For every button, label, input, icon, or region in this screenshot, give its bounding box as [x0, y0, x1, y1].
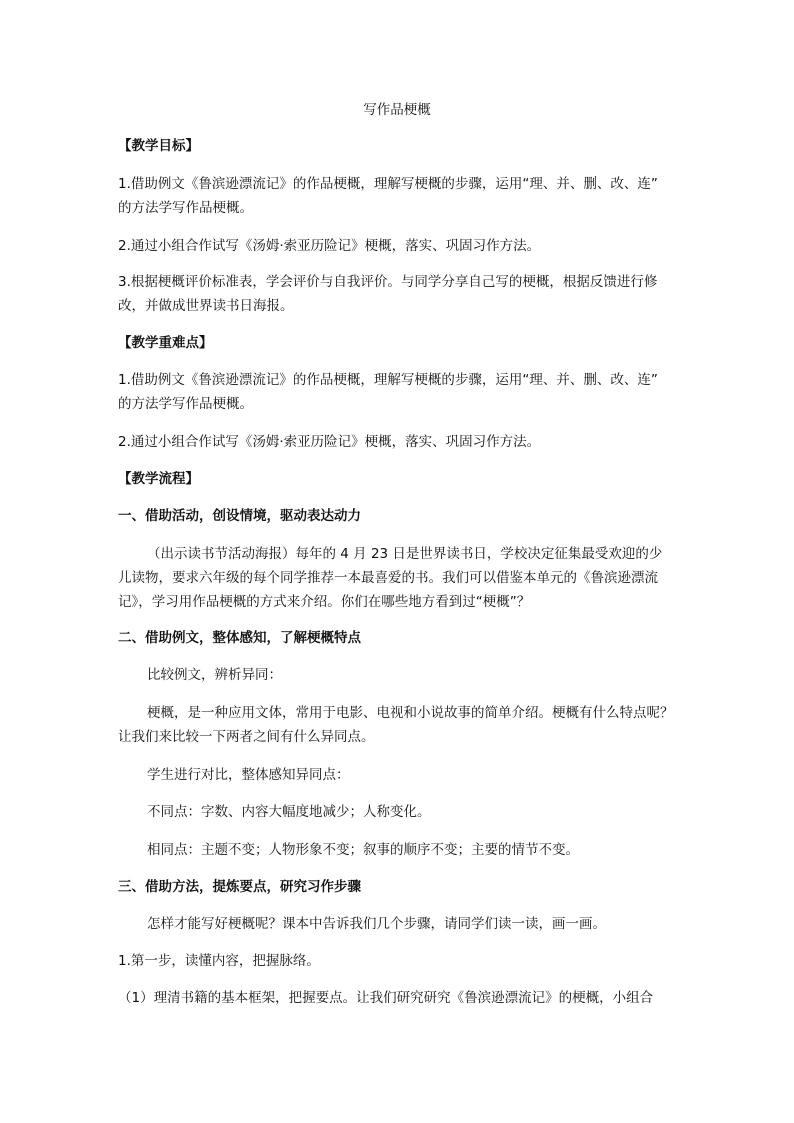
process-step-3-intro: 怎样才能写好梗概呢？课本中告诉我们几个步骤，请同学们读一读，画一画。	[147, 916, 606, 932]
objective-3-line-2: 改，并做成世界读书日海报。	[118, 298, 294, 314]
key-point-1-line-2: 的方法学写作品梗概。	[118, 396, 253, 412]
section-heading-key-points: 【教学重难点】	[118, 335, 213, 351]
objective-1-line-2: 的方法学写作品梗概。	[118, 200, 253, 216]
objective-3-line-1: 3.根据梗概评价标准表，学会评价与自我评价。与同学分享自己写的梗概，根据反馈进行修	[118, 274, 658, 290]
process-step-2-intro: 比较例文，辨析异同：	[147, 667, 282, 683]
process-step-2-heading: 二、借助例文，整体感知，了解梗概特点	[118, 630, 361, 646]
process-step-3-substep-1: 1.第一步，读懂内容，把握脉络。	[118, 953, 320, 969]
process-step-2-similarities: 相同点：主题不变；人物形象不变；叙事的顺序不变；主要的情节不变。	[147, 842, 579, 858]
process-step-3-heading: 三、借助方法，提炼要点，研究习作步骤	[118, 879, 361, 895]
objective-2: 2.通过小组合作试写《汤姆·索亚历险记》梗概，落实、巩固习作方法。	[118, 238, 541, 254]
process-step-2-paragraph-line-1: 梗概，是一种应用文体，常用于电影、电视和小说故事的简单介绍。梗概有什么特点呢？	[147, 705, 674, 721]
document-title: 写作品梗概	[363, 102, 431, 118]
key-point-2: 2.通过小组合作试写《汤姆·索亚历险记》梗概，落实、巩固习作方法。	[118, 434, 541, 450]
section-heading-process: 【教学流程】	[118, 471, 199, 487]
process-step-1-paragraph-line-2: 儿读物，要求六年级的每个同学推荐一本最喜爱的书。我们可以借鉴本单元的《鲁滨逊漂流	[118, 570, 658, 586]
process-step-3-substep-1-detail: （1）理清书籍的基本框架，把握要点。让我们研究研究《鲁滨逊漂流记》的梗概，小组合	[118, 990, 654, 1006]
process-step-1-paragraph-line-3: 记》，学习用作品梗概的方式来介绍。你们在哪些地方看到过“梗概”？	[118, 594, 531, 610]
process-step-2-paragraph-line-2: 让我们来比较一下两者之间有什么异同点。	[118, 729, 375, 745]
process-step-1-heading: 一、借助活动，创设情境，驱动表达动力	[118, 508, 361, 524]
process-step-1-paragraph-line-1: （出示读书节活动海报）每年的 4 月 23 日是世界读书日，学校决定征集最受欢迎的少	[147, 546, 663, 562]
process-step-2-differences: 不同点：字数、内容大幅度地减少；人称变化。	[147, 804, 431, 820]
process-step-2-comparison-intro: 学生进行对比，整体感知异同点：	[147, 767, 350, 783]
objective-1-line-1: 1.借助例文《鲁滨逊漂流记》的作品梗概，理解写梗概的步骤，运用“理、并、删、改、连”	[118, 176, 658, 192]
key-point-1-line-1: 1.借助例文《鲁滨逊漂流记》的作品梗概，理解写梗概的步骤，运用“理、并、删、改、连”	[118, 372, 658, 388]
section-heading-objectives: 【教学目标】	[118, 138, 199, 154]
